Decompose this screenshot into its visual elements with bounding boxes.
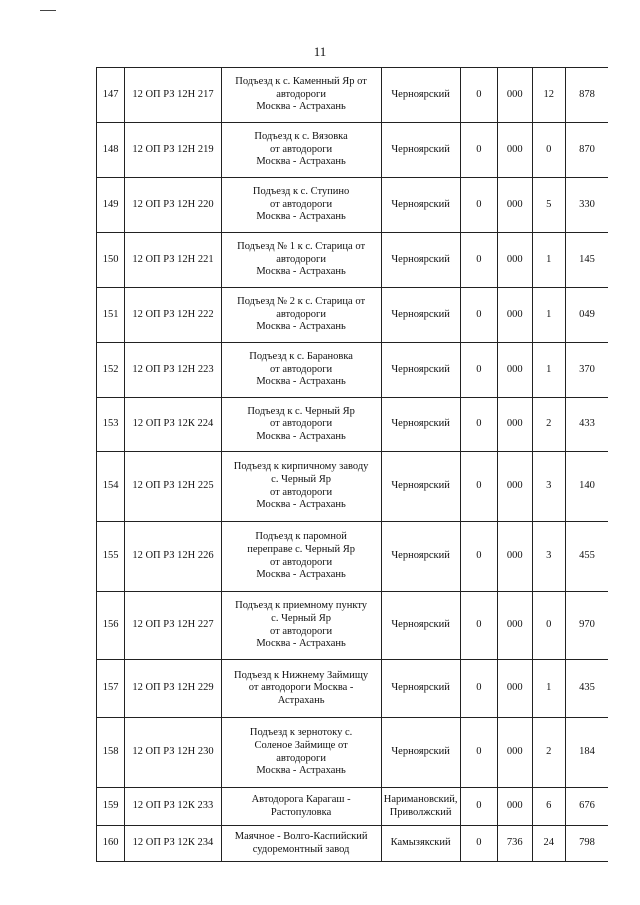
district-line: Наримановский,	[383, 793, 458, 805]
row-number: 160	[97, 826, 125, 862]
value-4: 049	[565, 288, 608, 343]
value-2: 000	[498, 522, 532, 592]
value-4: 455	[565, 522, 608, 592]
district	[381, 398, 460, 452]
road-name	[221, 233, 381, 288]
road-name-line: от автодороги	[270, 198, 333, 210]
table-row	[97, 68, 609, 123]
road-code: 12 ОП РЗ 12Н 225	[125, 452, 221, 522]
value-2: 000	[498, 788, 532, 826]
road-name	[221, 522, 381, 592]
row-number: 159	[97, 788, 125, 826]
table-row	[97, 522, 609, 592]
row-number: 149	[97, 178, 125, 233]
road-code: 12 ОП РЗ 12Н 230	[125, 718, 221, 788]
value-1: 0	[460, 452, 497, 522]
value-2: 000	[498, 343, 532, 398]
value-3: 2	[532, 398, 565, 452]
value-3: 24	[532, 826, 565, 862]
district	[381, 452, 460, 522]
road-code: 12 ОП РЗ 12Н 220	[125, 178, 221, 233]
value-4: 184	[565, 718, 608, 788]
road-name-line: Автодорога Карагаш -	[251, 793, 351, 805]
road-name-line: с. Черный Яр	[271, 612, 331, 624]
road-name-line: Москва - Астрахань	[256, 101, 346, 113]
roads-table	[96, 67, 608, 862]
value-4: 145	[565, 233, 608, 288]
road-name-line: Подъезд к с. Ступино	[252, 186, 350, 198]
value-4: 798	[565, 826, 608, 862]
value-3: 0	[532, 592, 565, 660]
row-number: 158	[97, 718, 125, 788]
value-4: 878	[565, 68, 608, 123]
road-name-line: Маячное - Волго-Каспийский	[234, 830, 368, 842]
district	[381, 826, 460, 862]
value-1: 0	[460, 178, 497, 233]
road-name-line: Подъезд к с. Каменный Яр от	[235, 76, 367, 88]
value-1: 0	[460, 592, 497, 660]
table-body	[97, 68, 609, 862]
road-name	[221, 68, 381, 123]
road-name-line: Растопуловка	[270, 806, 332, 818]
road-name-line: от автодороги	[270, 418, 333, 430]
road-name-line: Подъезд к паромной	[255, 531, 347, 543]
value-4: 433	[565, 398, 608, 452]
value-4: 676	[565, 788, 608, 826]
road-code: 12 ОП РЗ 12Н 226	[125, 522, 221, 592]
table-row	[97, 826, 609, 862]
road-name-line: Подъезд к с. Барановка	[249, 351, 353, 363]
value-3: 5	[532, 178, 565, 233]
value-4: 140	[565, 452, 608, 522]
road-code: 12 ОП РЗ 12К 233	[125, 788, 221, 826]
value-4: 330	[565, 178, 608, 233]
district-line: Черноярский	[391, 253, 450, 265]
district-line: Черноярский	[391, 198, 450, 210]
road-code: 12 ОП РЗ 12К 234	[125, 826, 221, 862]
road-code: 12 ОП РЗ 12Н 219	[125, 123, 221, 178]
row-number: 147	[97, 68, 125, 123]
row-number: 152	[97, 343, 125, 398]
road-code: 12 ОП РЗ 12Н 222	[125, 288, 221, 343]
row-number: 151	[97, 288, 125, 343]
value-2: 000	[498, 660, 532, 718]
district	[381, 788, 460, 826]
district-line: Черноярский	[391, 143, 450, 155]
district	[381, 343, 460, 398]
road-name-line: Подъезд к приемному пункту	[235, 600, 368, 612]
value-1: 0	[460, 398, 497, 452]
road-name-line: от автодороги	[270, 486, 333, 498]
road-name-line: Москва - Астрахань	[256, 211, 346, 223]
value-2: 000	[498, 718, 532, 788]
table-row	[97, 452, 609, 522]
road-name-line: с. Черный Яр	[271, 473, 331, 485]
road-name-line: Москва - Астрахань	[256, 569, 346, 581]
table-row	[97, 178, 609, 233]
road-code: 12 ОП РЗ 12Н 229	[125, 660, 221, 718]
row-number: 155	[97, 522, 125, 592]
road-name-line: Подъезд к Нижнему Займищу	[234, 669, 369, 681]
district-line: Черноярский	[391, 746, 450, 758]
road-name-line: переправе с. Черный Яр	[247, 543, 355, 555]
road-name-line: от автодороги	[270, 143, 333, 155]
road-name-line: Москва - Астрахань	[256, 321, 346, 333]
road-name-line: судоремонтный завод	[252, 843, 350, 855]
value-2: 000	[498, 452, 532, 522]
road-name	[221, 178, 381, 233]
value-3: 0	[532, 123, 565, 178]
value-1: 0	[460, 826, 497, 862]
district-line: Черноярский	[391, 363, 450, 375]
table-row	[97, 660, 609, 718]
district	[381, 123, 460, 178]
road-name	[221, 343, 381, 398]
value-3: 1	[532, 660, 565, 718]
district	[381, 660, 460, 718]
road-name	[221, 592, 381, 660]
table-row	[97, 592, 609, 660]
row-number: 150	[97, 233, 125, 288]
row-number: 154	[97, 452, 125, 522]
district	[381, 592, 460, 660]
road-name-line: Подъезд к кирпичному заводу	[233, 461, 369, 473]
road-code: 12 ОП РЗ 12К 224	[125, 398, 221, 452]
road-name-line: Москва - Астрахань	[256, 376, 346, 388]
value-3: 3	[532, 452, 565, 522]
road-name-line: Москва - Астрахань	[256, 430, 346, 442]
table-row	[97, 398, 609, 452]
road-name	[221, 398, 381, 452]
value-1: 0	[460, 788, 497, 826]
district-line: Черноярский	[391, 619, 450, 631]
value-4: 970	[565, 592, 608, 660]
district-line: Черноярский	[391, 418, 450, 430]
district	[381, 522, 460, 592]
value-2: 000	[498, 398, 532, 452]
road-name-line: Подъезд к с. Черный Яр	[247, 405, 355, 417]
value-1: 0	[460, 233, 497, 288]
road-name-line: от автодороги	[270, 556, 333, 568]
row-number: 157	[97, 660, 125, 718]
table-row	[97, 343, 609, 398]
value-4: 435	[565, 660, 608, 718]
district-line: Черноярский	[391, 480, 450, 492]
table-row	[97, 123, 609, 178]
road-name-line: Подъезд к с. Вязовка	[254, 131, 348, 143]
table-row	[97, 718, 609, 788]
road-name	[221, 826, 381, 862]
road-code: 12 ОП РЗ 12Н 217	[125, 68, 221, 123]
value-2: 000	[498, 178, 532, 233]
value-2: 000	[498, 592, 532, 660]
value-3: 6	[532, 788, 565, 826]
district	[381, 233, 460, 288]
value-3: 1	[532, 233, 565, 288]
road-name-line: от автодороги Москва -	[248, 682, 354, 694]
value-2: 736	[498, 826, 532, 862]
road-name	[221, 660, 381, 718]
road-name-line: Москва - Астрахань	[256, 499, 346, 511]
table-row	[97, 788, 609, 826]
value-2: 000	[498, 123, 532, 178]
value-3: 2	[532, 718, 565, 788]
row-number: 148	[97, 123, 125, 178]
value-3: 3	[532, 522, 565, 592]
value-1: 0	[460, 123, 497, 178]
road-name-line: Москва - Астрахань	[256, 266, 346, 278]
value-3: 1	[532, 343, 565, 398]
page-number: 11	[313, 44, 327, 59]
row-number: 156	[97, 592, 125, 660]
value-4: 870	[565, 123, 608, 178]
value-3: 12	[532, 68, 565, 123]
road-name	[221, 452, 381, 522]
district-line: Черноярский	[391, 550, 450, 562]
road-name-line: Подъезд № 1 к с. Старица от	[237, 241, 366, 253]
district	[381, 718, 460, 788]
district	[381, 288, 460, 343]
district	[381, 68, 460, 123]
road-name-line: от автодороги	[270, 625, 333, 637]
road-name-line: Москва - Астрахань	[256, 765, 346, 777]
value-4: 370	[565, 343, 608, 398]
value-1: 0	[460, 343, 497, 398]
road-name	[221, 718, 381, 788]
road-name-line: Астрахань	[277, 694, 325, 706]
table-row	[97, 233, 609, 288]
road-code: 12 ОП РЗ 12Н 221	[125, 233, 221, 288]
value-1: 0	[460, 68, 497, 123]
value-2: 000	[498, 288, 532, 343]
district-line: Черноярский	[391, 682, 450, 694]
value-1: 0	[460, 522, 497, 592]
value-1: 0	[460, 660, 497, 718]
road-name-line: от автодороги	[270, 363, 333, 375]
road-name-line: автодороги	[276, 752, 326, 764]
road-name-line: Соленое Займище от	[254, 739, 348, 751]
district-line: Черноярский	[391, 88, 450, 100]
table-row	[97, 288, 609, 343]
row-number: 153	[97, 398, 125, 452]
road-name-line: Москва - Астрахань	[256, 156, 346, 168]
road-name-line: Подъезд к зернотоку с.	[249, 727, 353, 739]
value-1: 0	[460, 718, 497, 788]
road-name	[221, 788, 381, 826]
road-name-line: Подъезд № 2 к с. Старица от	[237, 296, 366, 308]
district-line: Черноярский	[391, 308, 450, 320]
road-name	[221, 123, 381, 178]
district	[381, 178, 460, 233]
road-code: 12 ОП РЗ 12Н 223	[125, 343, 221, 398]
road-name-line: автодороги	[276, 88, 326, 100]
corner-mark	[40, 10, 56, 11]
district-line: Камызякский	[390, 837, 451, 849]
road-name	[221, 288, 381, 343]
value-1: 0	[460, 288, 497, 343]
road-code: 12 ОП РЗ 12Н 227	[125, 592, 221, 660]
road-name-line: автодороги	[276, 308, 326, 320]
road-name-line: автодороги	[276, 253, 326, 265]
value-2: 000	[498, 68, 532, 123]
value-2: 000	[498, 233, 532, 288]
road-name-line: Москва - Астрахань	[256, 638, 346, 650]
district-line: Приволжский	[389, 806, 452, 818]
value-3: 1	[532, 288, 565, 343]
